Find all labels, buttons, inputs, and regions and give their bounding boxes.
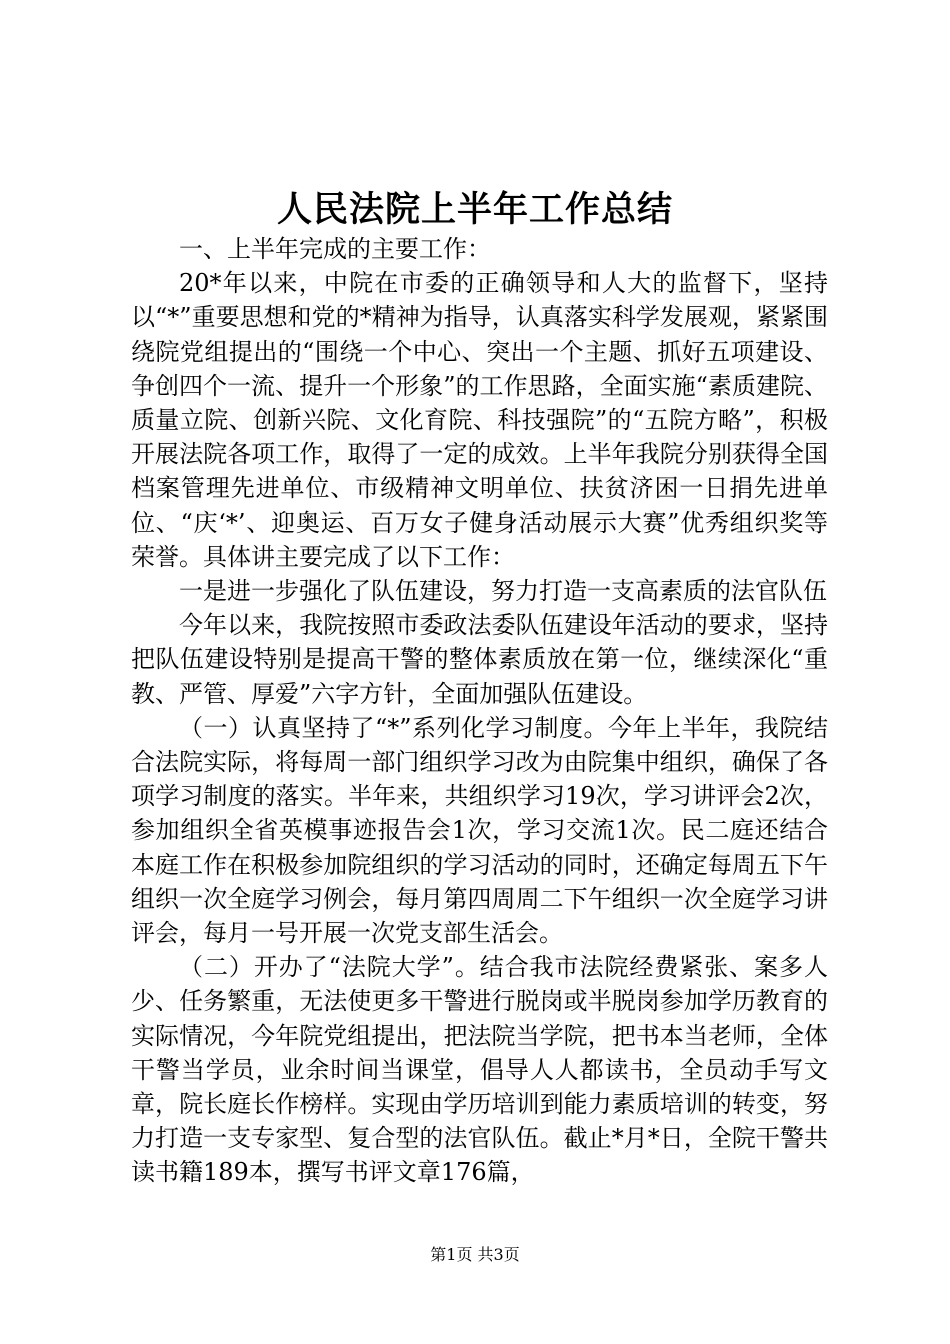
- paragraph: 20*年以来，中院在市委的正确领导和人大的监督下，坚持以“*”重要思想和党的*精神为指导，认真落实科学发展观，紧紧围绕院党组提出的“围绕一个中心、突出一个主题、抓好五项建设、争创四个一流、提升一个形象”的工作思路，全面实施“素质建院、质量立院、创新兴院、文化育院、科技强院”的“五院方略”，积极开展法院各项工作，取得了一定的成效。上半年我院分别获得全国档案管理先进单位、市级精神文明单位、扶贫济困一日捐先进单位、“庆‘*’、迎奥运、百万女子健身活动展示大赛”优秀组织奖等荣誉。具体讲主要完成了以下工作：: [131, 269, 828, 571]
- subsection-heading: 一是进一步强化了队伍建设，努力打造一支高素质的法官队伍: [179, 577, 827, 606]
- section-heading: 一、上半年完成的主要工作：: [179, 235, 491, 263]
- page-number-footer: 第1页 共3页: [430, 1245, 520, 1264]
- paragraph: 今年以来，我院按照市委政法委队伍建设年活动的要求，坚持把队伍建设特别是提高干警的整体素质放在第一位，继续深化“重教、严管、厚爱”六字方针，全面加强队伍建设。: [131, 611, 828, 708]
- document-body: [131, 232, 828, 1190]
- paragraph: （二）开办了“法院大学”。结合我市法院经费紧张、案多人少、任务繁重，无法使更多干警进行脱岗或半脱岗参加学历教育的实际情况，今年院党组提出，把法院当学院，把书本当老师，全体干警当学员，业余时间当课堂，倡导人人都读书，全员动手写文章，院长庭长作榜样。实现由学历培训到能力素质培训的转变，努力打造一支专家型、复合型的法官队伍。截止*月*日，全院干警共读书籍189本，撰写书评文章176篇，: [131, 953, 828, 1187]
- paragraph: （一）认真坚持了“*”系列化学习制度。今年上半年，我院结合法院实际，将每周一部门组织学习改为由院集中组织，确保了各项学习制度的落实。半年来，共组织学习19次，学习讲评会2次，参加组织全省英模事迹报告会1次，学习交流1次。民二庭还结合本庭工作在积极参加院组织的学习活动的同时，还确定每周五下午组织一次全庭学习例会，每月第四周周二下午组织一次全庭学习讲评会，每月一号开展一次党支部生活会。: [131, 713, 828, 948]
- document-title: 人民法院上半年工作总结: [276, 189, 673, 230]
